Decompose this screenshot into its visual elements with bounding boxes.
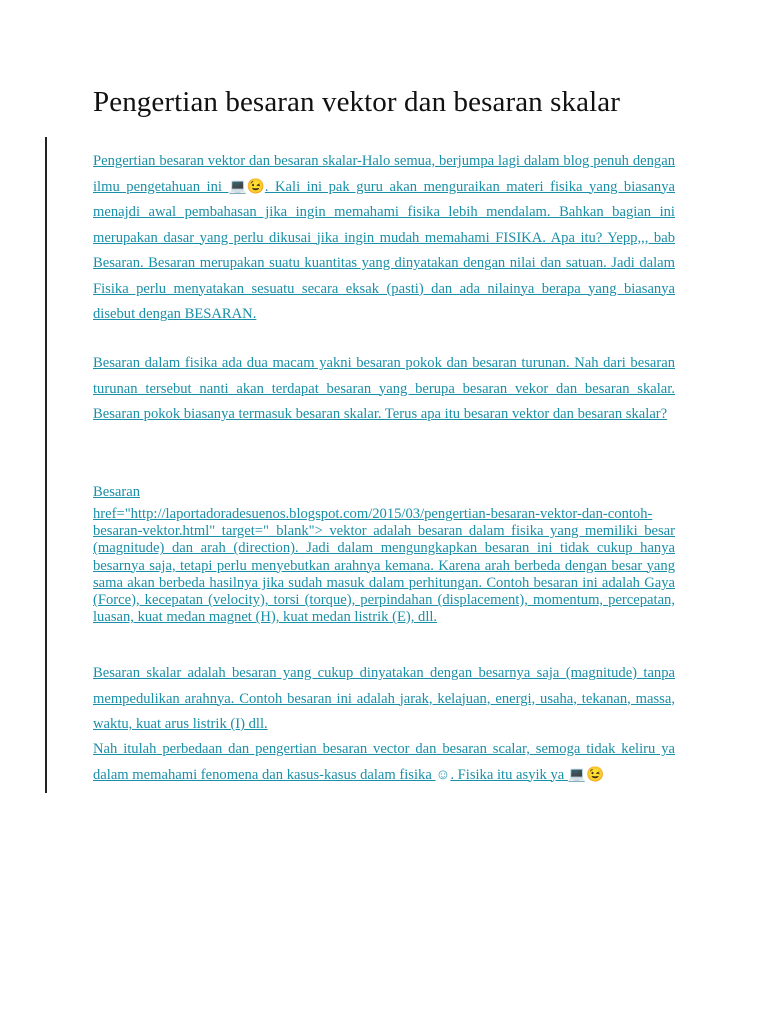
paragraph-vector-definition[interactable]: href="http://laportadoradesuenos.blogspot.com/2015/03/pengertian-besaran-vektor-dan-contoh-besaran-vektor.html" target="_blank"> vektor adalah besaran dalam fisika yang memiliki besar (magnitude) dan arah (direction). Jadi dalam mengungkapkan besaran ini tidak cukup hanya besarnya saja, tetapi perlu menyebutkan arahnya kemana. Karena arah berbeda dengan besar yang sama akan berbeda hasilnya jika sudah masuk dalam perhitungan. Contoh besaran ini adalah Gaya (Force), kecepatan (velocity), torsi (torque), perpindahan (displacement), momentum, percepatan, luasan, kuat medan magnet (H), kuat medan listrik (E), dll. <box>93 506 675 626</box>
paragraph-conclusion-text-a[interactable]: Nah itulah perbedaan dan pengertian besaran vector dan besaran scalar, semoga tidak keliru ya dalam memahami fenomena dan kasus-kasus dalam fisika <box>93 741 675 783</box>
laptop-wink-emoji-icon: 💻😉 <box>228 178 265 195</box>
page-margin-bar <box>45 137 47 793</box>
paragraph-conclusion-text-b[interactable]: . Fisika itu asyik ya <box>450 766 568 783</box>
paragraph-intro-text-a[interactable]: Pengertian besaran vektor dan besaran skalar-Halo semua, berjumpa lagi dalam blog penuh dengan ilmu pengetahuan ini <box>93 153 675 195</box>
laptop-wink-emoji-icon: 💻😉 <box>567 766 605 783</box>
paragraph-types[interactable]: Besaran dalam fisika ada dua macam yakni besaran pokok dan besaran turunan. Nah dari besaran turunan tersebut nanti akan terdapat besaran yang berupa besaran vekor dan besaran skalar. Besaran pokok biasanya termasuk besaran skalar. Terus apa itu besaran vektor dan besaran skalar? <box>93 355 675 422</box>
paragraph-scalar-definition[interactable]: Besaran skalar adalah besaran yang cukup dinyatakan dengan besarnya saja (magnitude) tanpa mempedulikan arahnya. Contoh besaran ini adalah jarak, kelajuan, energi, usaha, tekanan, massa, waktu, kuat arus listrik (I) dll. <box>93 665 675 732</box>
paragraph-intro-text-b[interactable]: . Kali ini pak guru akan menguraikan materi fisika yang biasanya menajdi awal pembahasan jika ingin memahami fisika lebih mendalam. Bahkan bagian ini merupakan dasar yang perlu dikusai jika ingin mudah memahami FISIKA. Apa itu? Yepp,,, bab Besaran. Besaran merupakan suatu kuantitas yang dinyatakan dengan nilai dan satuan. Jadi dalam Fisika perlu menyatakan sesuatu secara eksak (pasti) dan ada nilainya berapa yang biasanya disebut dengan BESARAN. <box>93 178 675 322</box>
document-title: Pengertian besaran vektor dan besaran skalar <box>93 86 620 118</box>
paragraph-conclusion[interactable] <box>93 737 675 788</box>
paragraph-intro[interactable] <box>93 149 675 328</box>
smile-emoji-icon: ☺ <box>435 766 451 783</box>
paragraph-besaran-label[interactable]: Besaran <box>93 484 141 500</box>
